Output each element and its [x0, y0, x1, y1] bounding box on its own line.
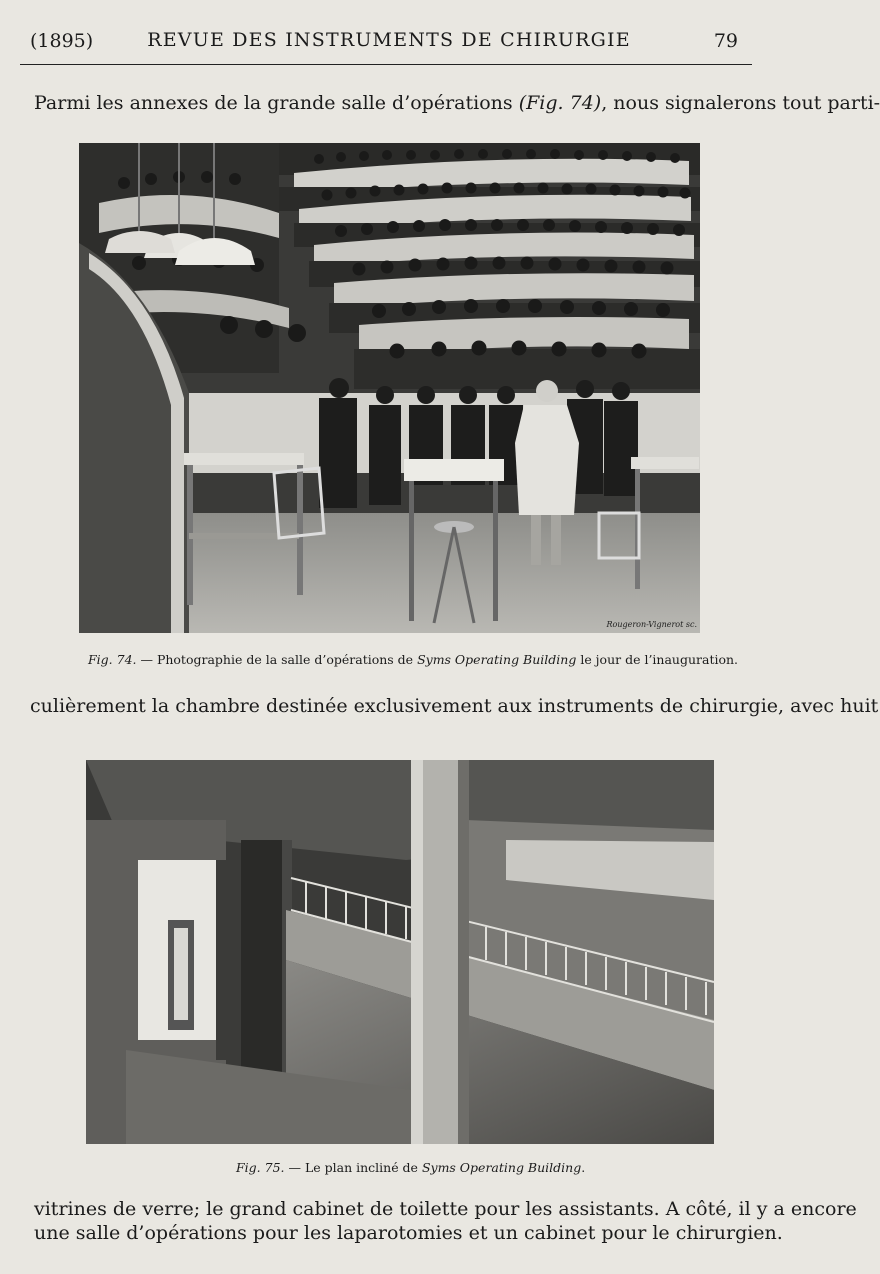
running-header: [30, 26, 748, 56]
paragraph-line-1: [34, 92, 880, 114]
figure-reference: (Fig. 74): [518, 92, 602, 114]
line1-text: Parmi les annexes de la grande salle d’opérations: [34, 92, 519, 114]
figure-75-photograph: [86, 760, 714, 1144]
fig-75-caption-text: — Le plan incliné de: [284, 1160, 422, 1175]
figure-75-caption: [236, 1160, 585, 1175]
paragraph-line-2: culièrement la chambre destinée exclusivement aux instruments de chirurgie, avec huit: [30, 695, 879, 717]
engraver-signature: Rougeron-Vignerot sc.: [606, 620, 697, 629]
fig-74-building-name: Syms Operating Building: [417, 652, 577, 667]
header-year: (1895): [30, 30, 94, 52]
paragraph-line-4: une salle d’opérations pour les laparotomies et un cabinet pour le chirurgien.: [34, 1222, 783, 1244]
fig-75-caption-end: .: [581, 1160, 586, 1175]
line1-text-end: , nous signalerons tout parti-: [601, 92, 880, 114]
fig-75-label: Fig. 75.: [236, 1160, 285, 1175]
fig-75-building-name: Syms Operating Building: [421, 1160, 582, 1175]
page-number: 79: [713, 30, 738, 52]
fig-74-label: Fig. 74.: [88, 652, 137, 667]
paragraph-line-3: vitrines de verre; le grand cabinet de toilette pour les assistants. A côté, il y a encore: [34, 1198, 857, 1220]
header-title: REVUE DES INSTRUMENTS DE CHIRURGIE: [147, 29, 631, 51]
fig-74-caption-end: le jour de l’inauguration.: [576, 652, 739, 667]
figure-74-caption: [88, 652, 738, 667]
figure-74-photograph: [79, 143, 700, 633]
fig-74-caption-text: — Photographie de la salle d’opérations de: [136, 652, 418, 667]
header-rule: [20, 64, 752, 65]
